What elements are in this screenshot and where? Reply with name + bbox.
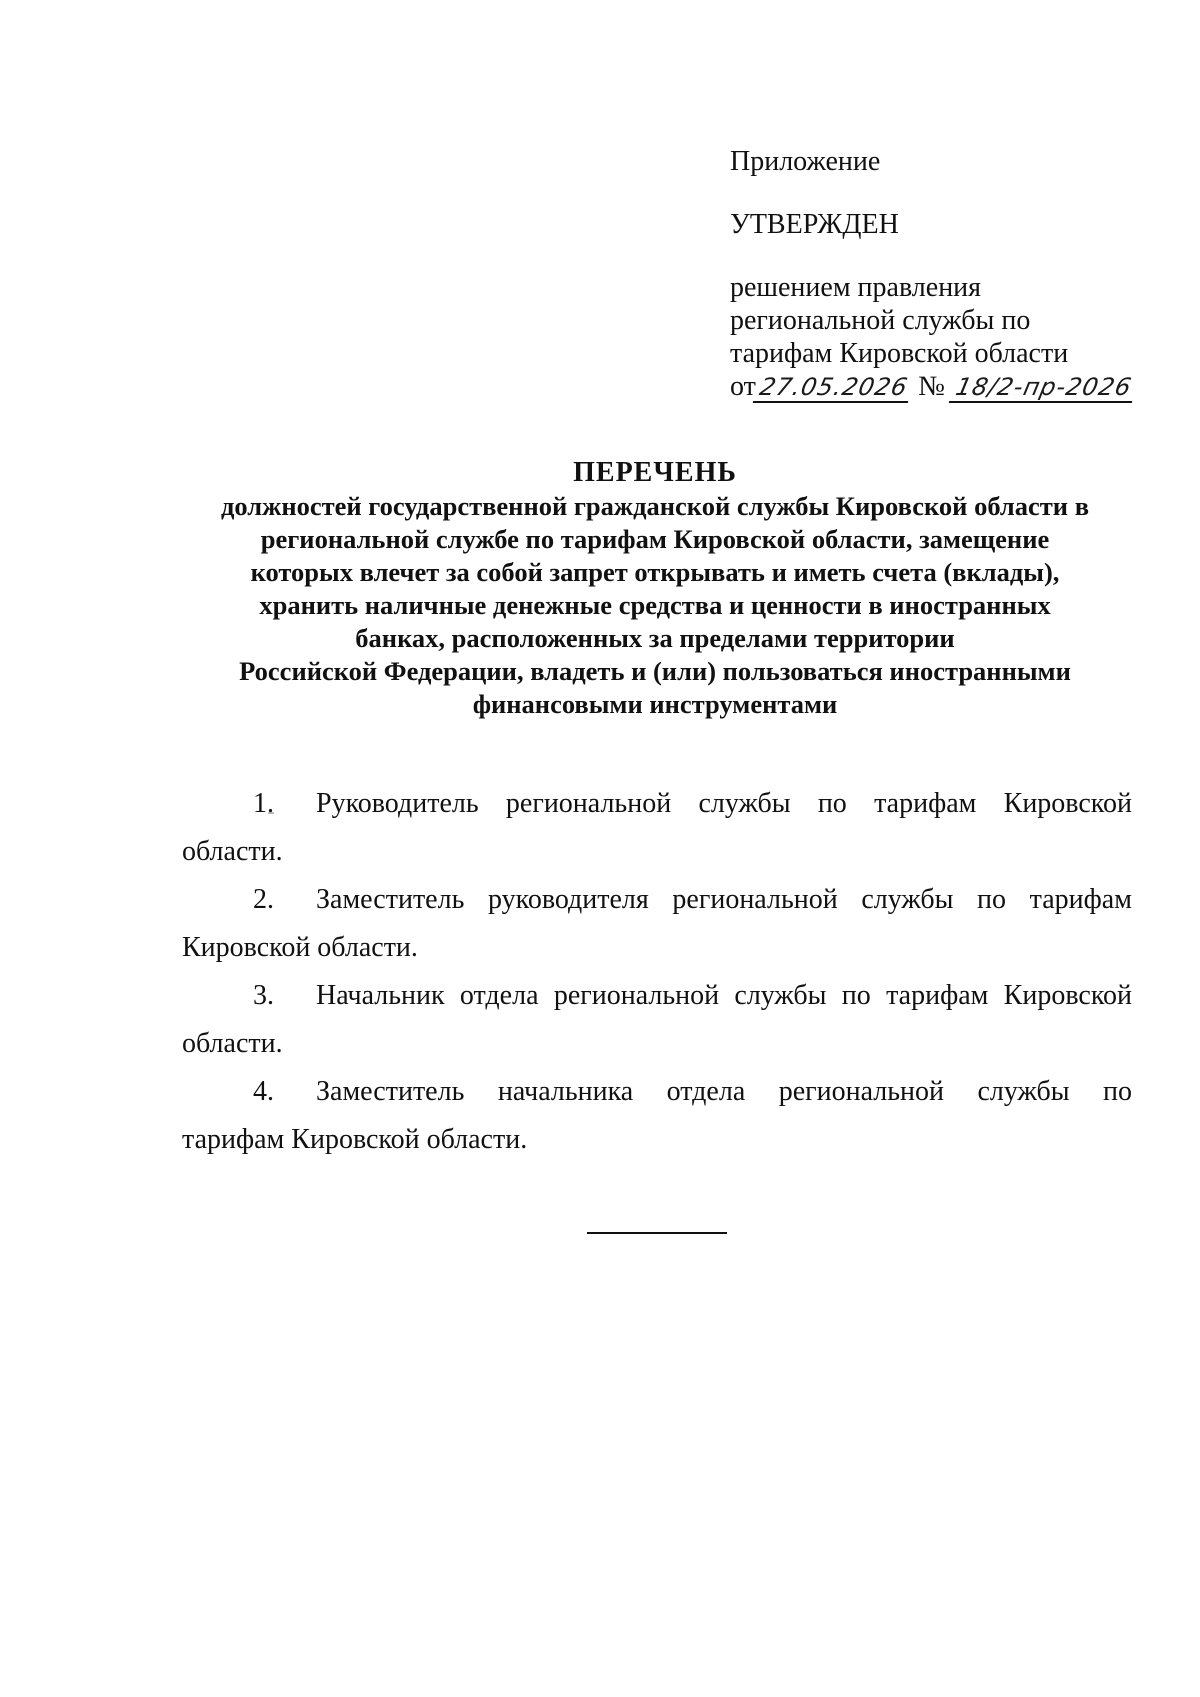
- list-item-continuation: области.: [182, 1028, 283, 1059]
- list-item: [182, 972, 1132, 1068]
- approval-line: региональной службы по: [730, 305, 1031, 336]
- approval-line: решением правления: [730, 272, 982, 303]
- annex-label: Приложение: [730, 146, 881, 177]
- title-block: [130, 456, 1180, 721]
- list-item-word: по: [841, 980, 871, 1011]
- list-item-word: службы: [734, 980, 827, 1011]
- list-item-word: службы: [698, 788, 791, 819]
- handwritten-number: 18/2-пр-2026: [949, 373, 1139, 403]
- list-item-first-line: [182, 972, 1132, 1020]
- approval-block: [730, 145, 1170, 403]
- document-subtitle: [130, 490, 1180, 721]
- list-item-word: региональной: [553, 980, 720, 1011]
- list-item-word: Заместитель: [316, 884, 465, 915]
- approval-line: тарифам Кировской области: [730, 338, 1069, 369]
- list-item-continuation: тарифам Кировской области.: [182, 1124, 528, 1155]
- approved-label: УТВЕРЖДЕН: [730, 209, 899, 240]
- approval-body: [730, 271, 1170, 403]
- subtitle-line: финансовыми инструментами: [472, 689, 838, 719]
- number-sign: №: [918, 371, 946, 402]
- list-item-text: [316, 1068, 1132, 1116]
- list-item-word: Кировской: [1003, 788, 1132, 819]
- list-item-text: [316, 780, 1132, 828]
- list-item: [182, 780, 1132, 876]
- list-item-word: тарифам: [1029, 884, 1132, 915]
- list-item: [182, 1068, 1132, 1164]
- list-item-first-line: [182, 876, 1132, 924]
- list-item-continuation: Кировской области.: [182, 932, 418, 963]
- list-item-word: службы: [977, 1076, 1070, 1107]
- list-item-word: Заместитель: [316, 1076, 465, 1107]
- list-item-word: по: [1103, 1076, 1132, 1107]
- subtitle-line: Российской Федерации, владеть и (или) пользоваться иностранными: [239, 656, 1071, 686]
- list-item-word: начальника: [497, 1076, 634, 1107]
- list-item-number: 1.: [253, 788, 274, 819]
- list-item-word: региональной: [778, 1076, 944, 1107]
- list-item-word: региональной: [672, 884, 838, 915]
- list-item-word: руководителя: [488, 884, 649, 915]
- subtitle-line: хранить наличные денежные средства и ценности в иностранных: [259, 590, 1051, 620]
- list-item-word: по: [817, 788, 847, 819]
- list-item-word: по: [977, 884, 1007, 915]
- list-item-word: Начальник: [316, 980, 445, 1011]
- list-item-word: отдела: [459, 980, 539, 1011]
- list-item-word: тарифам: [886, 980, 989, 1011]
- list-item-word: тарифам: [874, 788, 977, 819]
- list-item-word: Руководитель: [316, 788, 479, 819]
- list-item-text: [316, 972, 1132, 1020]
- positions-list: [182, 780, 1132, 1164]
- list-item-number: 3.: [253, 980, 274, 1011]
- subtitle-line: региональной службе по тарифам Кировской области, замещение: [260, 524, 1050, 554]
- list-item-word: Кировской: [1003, 980, 1132, 1011]
- list-item-text: [316, 876, 1132, 924]
- subtitle-line: которых влечет за собой запрет открывать и иметь счета (вклады),: [250, 557, 1060, 587]
- list-item-continuation: области.: [182, 836, 283, 867]
- list-item-number: 4.: [253, 1076, 274, 1107]
- list-item-first-line: [182, 780, 1132, 828]
- list-item-first-line: [182, 1068, 1132, 1116]
- list-item-word: региональной: [505, 788, 672, 819]
- end-rule: [587, 1232, 727, 1234]
- list-item-word: отдела: [666, 1076, 746, 1107]
- subtitle-line: банках, расположенных за пределами территории: [355, 623, 955, 653]
- date-prefix: от: [730, 371, 756, 402]
- list-item-number: 2.: [253, 884, 274, 915]
- handwritten-date: 27.05.2026: [753, 373, 915, 403]
- document-title: ПЕРЕЧЕНЬ: [573, 457, 737, 488]
- approval-date-line: [730, 370, 1170, 403]
- list-item: [182, 876, 1132, 972]
- list-item-word: службы: [861, 884, 954, 915]
- subtitle-line: должностей государственной гражданской службы Кировской области в: [220, 491, 1090, 521]
